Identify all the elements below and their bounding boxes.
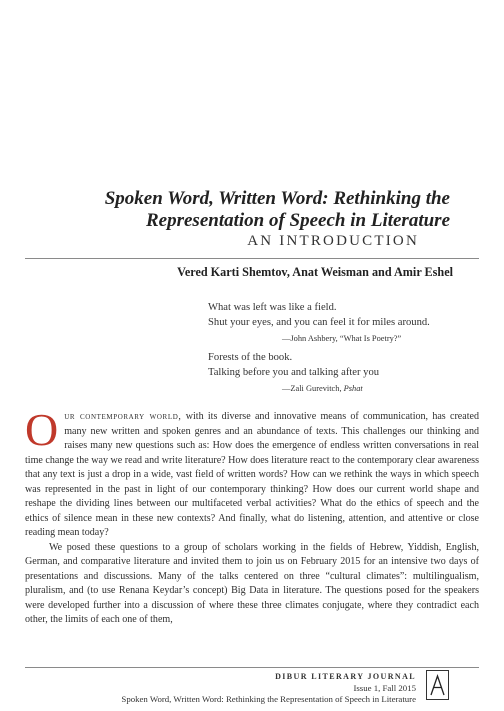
- epigraph-1-line-1: What was left was like a field.: [208, 302, 337, 313]
- title-line-1: Spoken Word, Written Word: Rethinking the: [104, 188, 450, 209]
- journal-name: DIBUR LITERARY JOURNAL: [275, 672, 416, 681]
- footer-article-title: Spoken Word, Written Word: Rethinking the Representation of Speech in Literature: [121, 694, 416, 704]
- body-paragraph-1-text: with its diverse and innovative means of communication, has created many new written and spoken genres and an abundance of texts. This challenges our thinking and raises many new questions such as: How does the emergence of endless written conversations in real time change the way we read and write literature? How does literature react to the contemporary clear awareness that any text is just a drop in a wide, vast field of written words? How can we rethink the ways in which speech was represented in the past in light of our contemporary thinking? How does our current world shape and reshape the dividing lines between our multifaceted verbal activities? What do the ethics of speech and the ethics of silence mean in these new contexts? And finally, what do listening, attention, and attentive or close reading mean today?: [25, 411, 480, 538]
- running-footer: [121, 671, 416, 706]
- epigraph-1-attribution: —John Ashbery, “What Is Poetry?”: [282, 334, 402, 343]
- journal-logo-glyph: [429, 673, 446, 697]
- epigraph-2-work: Pshat: [343, 384, 363, 393]
- footer-divider: [25, 667, 479, 668]
- lead-in-small-caps: ur contemporary world,: [64, 411, 182, 422]
- issue-info: Issue 1, Fall 2015: [353, 682, 416, 693]
- epigraph-1-line-2: Shut your eyes, and you can feel it for miles around.: [208, 317, 430, 328]
- journal-logo: [426, 670, 449, 700]
- epigraph-2-attribution: [282, 384, 363, 393]
- epigraph-2-author: —Zali Gurevitch,: [282, 384, 344, 393]
- body-paragraph-2: We posed these questions to a group of scholars working in the fields of Hebrew, Yiddish, English, German, and comparative literature and invited them to join us on February 2015 for an intensive two days of presentations and discussions. Many of the talks centered on three “cultural climates”: multilingualism, pluralism, and (to use Renana Keydar’s concept) Big Data in literature. The questions posed for the speakers were developed further into a discussion of where these three climates conjugate, where they contradict each other, the limits of each one of them,: [25, 541, 479, 625]
- epigraph-1: [208, 300, 430, 330]
- body-paragraph-1: [25, 404, 480, 541]
- article-title: [105, 188, 450, 232]
- title-line-2: Representation of Speech in Literature: [146, 210, 450, 231]
- drop-cap: O: [25, 404, 59, 455]
- title-divider: [25, 258, 479, 259]
- authors-line: Vered Karti Shemtov, Anat Weisman and Amir Eshel: [177, 265, 453, 279]
- article-body: [25, 404, 480, 628]
- epigraph-2-line-2: Talking before you and talking after you: [208, 367, 380, 378]
- epigraph-2: [208, 350, 379, 380]
- article-subtitle: AN INTRODUCTION: [247, 233, 419, 249]
- epigraph-2-line-1: Forests of the book.: [208, 352, 293, 363]
